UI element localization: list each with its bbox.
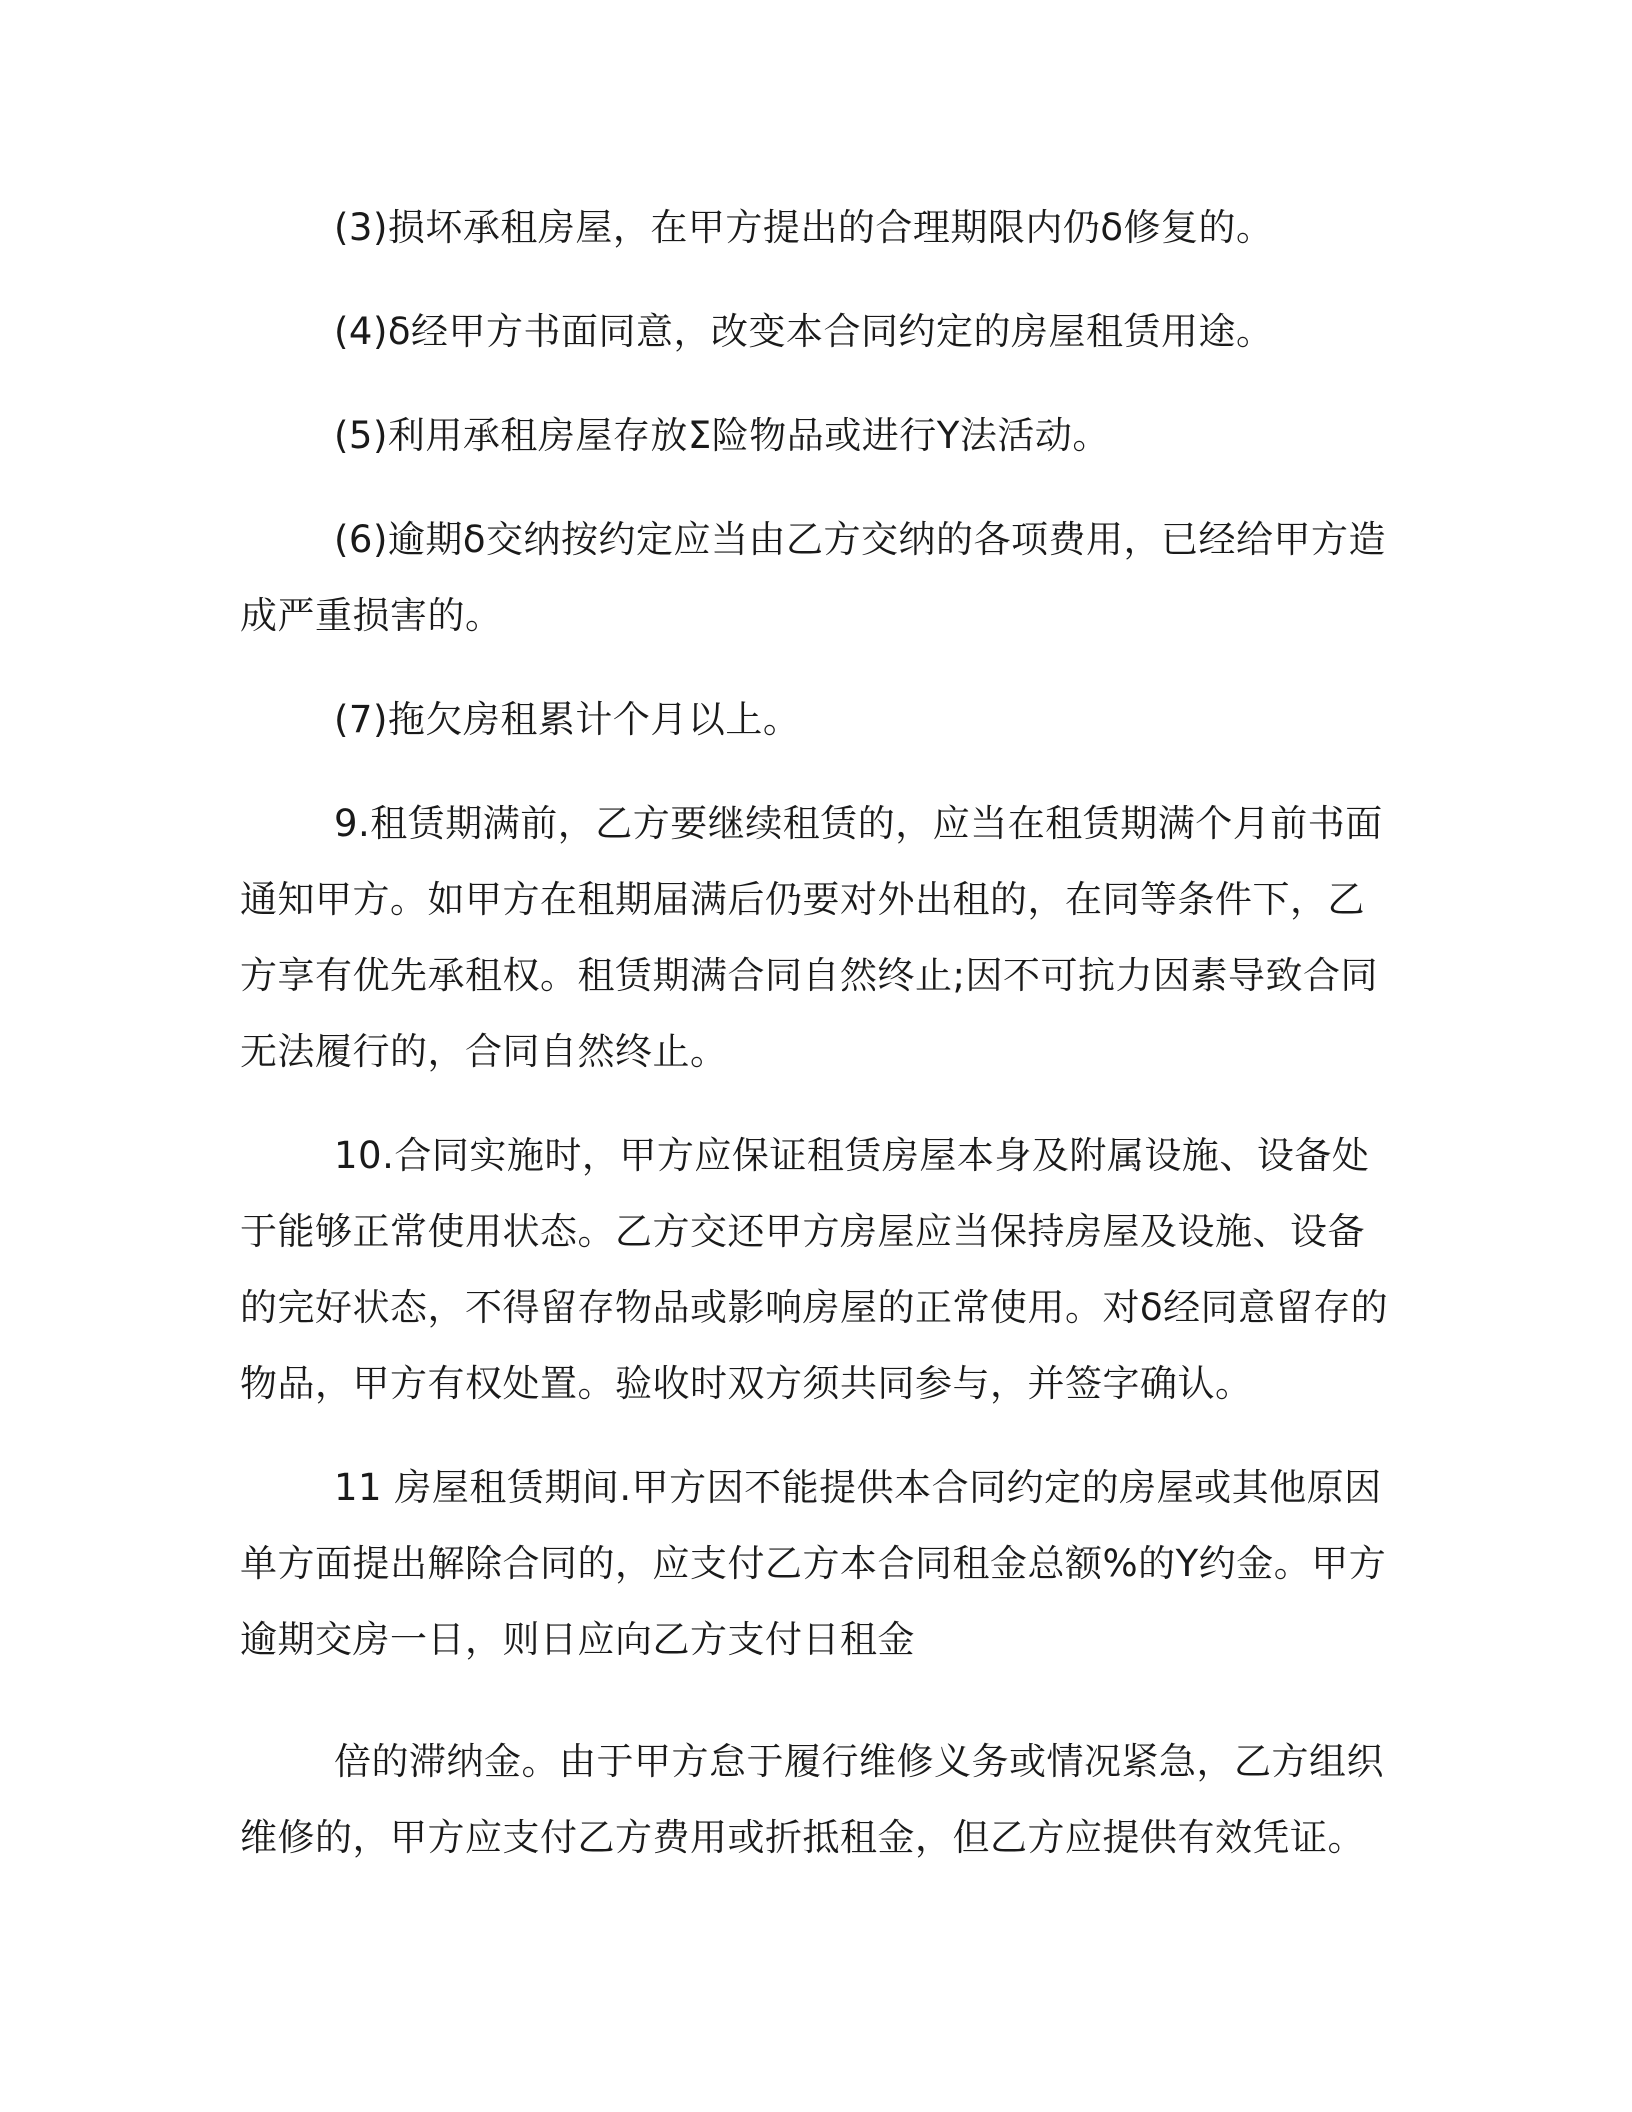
text-line: 无法履行的，合同自然终止。 [240, 1030, 728, 1073]
section-10 [240, 1118, 1392, 1422]
text-line: 通知甲方。如甲方在租期届满后仍要对外出租的，在同等条件下，乙 [240, 878, 1365, 921]
clause-7 [240, 682, 1392, 758]
text-line: 物品，甲方有权处置。验收时双方须共同参与，并签字确认。 [240, 1362, 1253, 1405]
text-line: 10.合同实施时，甲方应保证租赁房屋本身及附属设施、设备处 [334, 1134, 1370, 1177]
text-line: (5)利用承租房屋存放Σ险物品或进行Y法活动。 [334, 414, 1110, 457]
text-line: 倍的滞纳金。由于甲方怠于履行维修义务或情况紧急，乙方组织 [334, 1740, 1384, 1783]
text-line: (3)损坏承租房屋，在甲方提出的合理期限内仍δ修复的。 [334, 206, 1274, 249]
text-line: 维修的，甲方应支付乙方费用或折抵租金，但乙方应提供有效凭证。 [240, 1816, 1365, 1859]
clause-3 [240, 190, 1392, 266]
section-11-continued [240, 1724, 1392, 1876]
text-line: 逾期交房一日，则日应向乙方支付日租金 [240, 1618, 915, 1661]
text-line: 11 房屋租赁期间.甲方因不能提供本合同约定的房屋或其他原因 [334, 1466, 1382, 1509]
text-line: (4)δ经甲方书面同意，改变本合同约定的房屋租赁用途。 [334, 310, 1274, 353]
text-line: 9.租赁期满前，乙方要继续租赁的，应当在租赁期满个月前书面 [334, 802, 1383, 845]
clause-6 [240, 502, 1392, 654]
text-line: (7)拖欠房租累计个月以上。 [334, 698, 801, 741]
text-line: 于能够正常使用状态。乙方交还甲方房屋应当保持房屋及设施、设备 [240, 1210, 1365, 1253]
clause-4 [240, 294, 1392, 370]
text-line: 单方面提出解除合同的，应支付乙方本合同租金总额%的Y约金。甲方 [240, 1542, 1387, 1585]
text-line: 的完好状态，不得留存物品或影响房屋的正常使用。对δ经同意留存的 [240, 1286, 1389, 1329]
section-9 [240, 786, 1392, 1090]
text-line: (6)逾期δ交纳按约定应当由乙方交纳的各项费用，已经给甲方造 [334, 518, 1387, 561]
text-line: 成严重损害的。 [240, 594, 503, 637]
clause-5 [240, 398, 1392, 474]
text-line: 方享有优先承租权。租赁期满合同自然终止;因不可抗力因素导致合同 [240, 954, 1378, 997]
section-11 [240, 1450, 1392, 1678]
document-body [240, 190, 1392, 1904]
